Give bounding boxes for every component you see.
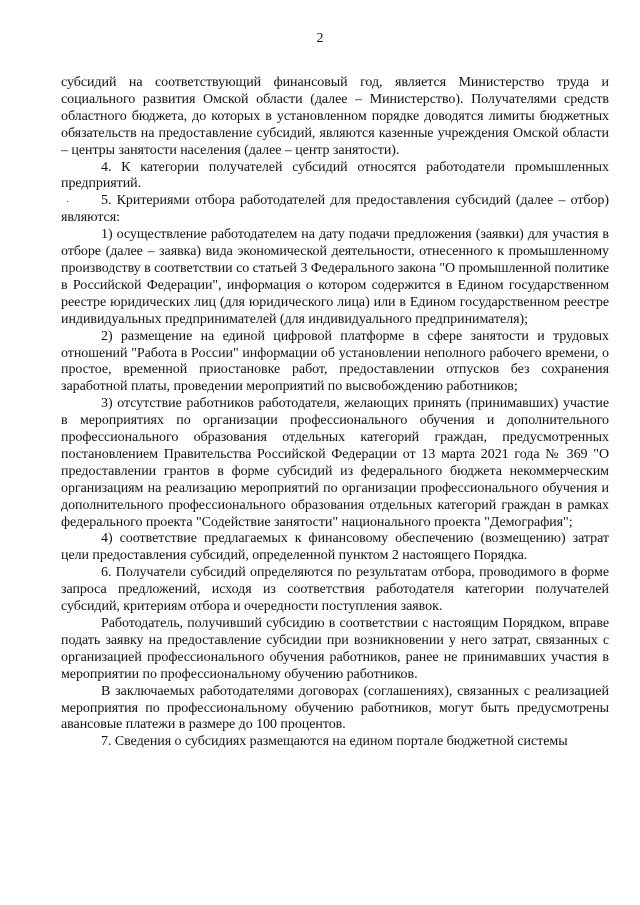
page-number: 2 bbox=[316, 31, 324, 46]
paragraph-continuation: субсидий на соответствующий финансовый год, является Министерство труда и социального развития Омской области (далее – Министерство). Получателями средств областного бюджета, до которых в установленном порядке доводятся лимиты бюджетных обязательств на предоставление субсидий, являются казенные учреждения Омской области – центры занятости населения (далее – центр занятости). bbox=[61, 75, 609, 158]
paragraph-item-5-4: 4) соответствие предлагаемых к финансовому обеспечению (возмещению) затрат цели предоставления субсидий, определенной пунктом 2 настоящего Порядка. bbox=[61, 531, 609, 564]
paragraph-item-4: 4. К категории получателей субсидий относятся работодатели промышленных предприятий. bbox=[61, 159, 609, 192]
paragraph-item-7: 7. Сведения о субсидиях размещаются на едином портале бюджетной системы bbox=[101, 734, 568, 750]
paragraph-item-5-3: 3) отсутствие работников работодателя, желающих принять (принимавших) участие в мероприятиях по организации профессионального обучения и дополнительного профессионального образования отдельных категорий граждан, предусмотренных постановлением Правительства Российской Федерации от 13 марта 2021 года № 369 "О предоставлении грантов в форме субсидий из федерального бюджета некоммерческим организациям на реализацию мероприятий по организации профессионального обучения и дополнительного профессионального образования отдельных категорий граждан в рамках федерального проекта "Содействие занятости" национального проекта "Демография"; bbox=[61, 396, 609, 530]
paragraph-item-6: 6. Получатели субсидий определяются по результатам отбора, проводимого в форме запроса предложений, исходя из соответствия работодателя категории получателей субсидий, критериям отбора и очередности поступления заявок. bbox=[61, 565, 609, 615]
document-body bbox=[61, 75, 609, 751]
paragraph-item-5: 5. Критериями отбора работодателей для предоставления субсидий (далее – отбор) являются: bbox=[61, 193, 609, 226]
paragraph-item-5-2: 2) размещение на единой цифровой платформе в сфере занятости и трудовых отношений "Работа в России" информации об установлении неполного рабочего времени, о простое, временной приостановке работ, предоставлении отпусков без сохранения заработной платы, проведении мероприятий по высвобождению работников; bbox=[61, 328, 609, 395]
paragraph-item-5-1: 1) осуществление работодателем на дату подачи предложения (заявки) для участия в отборе (далее – заявка) вида экономической деятельности, отнесенного к промышленному производству в соответствии со статьей 3 Федерального закона "О промышленной политике в Российской Федерации", информация о котором содержится в Едином государственном реестре юридических лиц (для юридического лица) или в Едином государственном реестре индивидуальных предпринимателей (для индивидуального предпринимателя); bbox=[61, 227, 609, 327]
paragraph-item-6-b: В заключаемых работодателями договорах (соглашениях), связанных с реализацией мероприятия по профессиональному обучению работников, могут быть предусмотрены авансовые платежи в размере до 100 процентов. bbox=[61, 683, 609, 733]
paragraph-item-6-a: Работодатель, получивший субсидию в соответствии с настоящим Порядком, вправе подать заявку на предоставление субсидии при возникновении у него затрат, связанных с организацией профессионального обучения работников, ранее не принимавших участия в мероприятии по профессиональному обучению работников. bbox=[61, 616, 609, 682]
scan-dot-mark: · bbox=[66, 197, 70, 208]
